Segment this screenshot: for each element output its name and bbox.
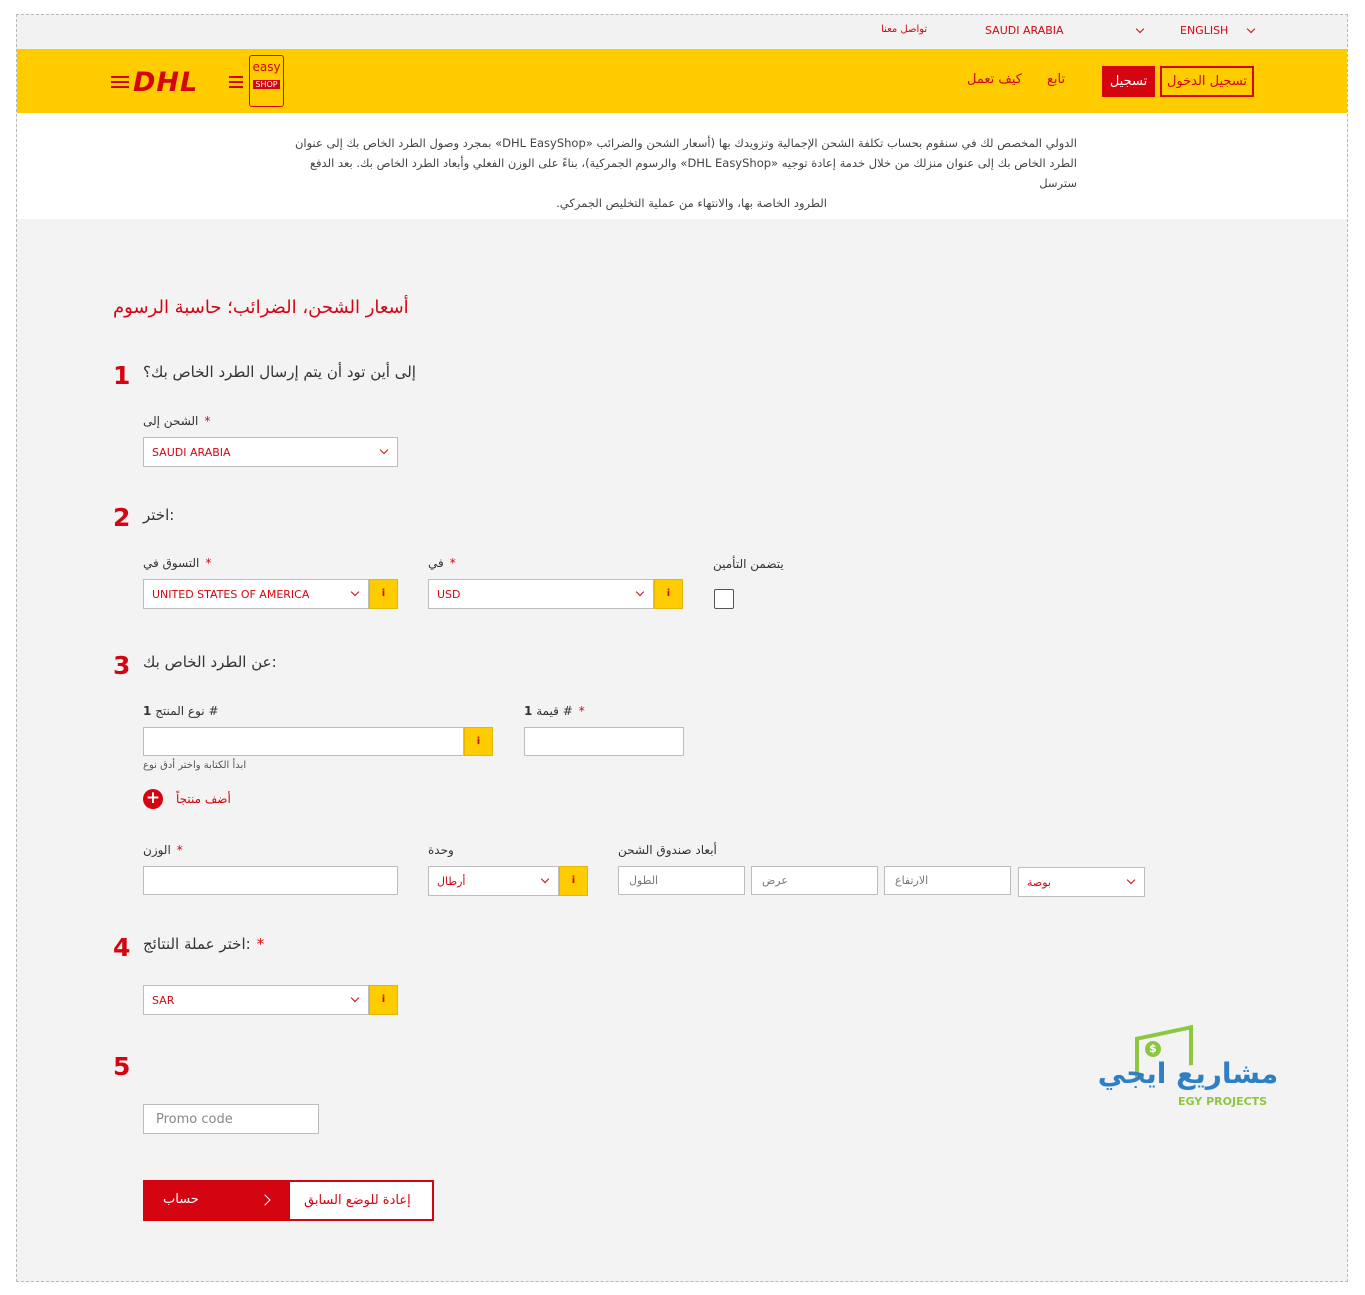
field-label: الشحن إلى bbox=[143, 414, 199, 428]
chevron-down-icon bbox=[636, 588, 644, 596]
select-value: بوصة bbox=[1027, 876, 1051, 889]
coin-icon: $ bbox=[1145, 1041, 1161, 1057]
select-value: SAR bbox=[152, 994, 175, 1007]
insurance-label: يتضمن التأمين bbox=[713, 557, 784, 571]
required-star: * bbox=[205, 556, 212, 570]
step-question bbox=[143, 935, 264, 953]
unit-label: وحدة bbox=[428, 843, 454, 857]
input-placeholder: Promo code bbox=[156, 1112, 233, 1127]
required-star: * bbox=[204, 414, 211, 428]
nav-track[interactable]: تابع bbox=[1047, 72, 1066, 87]
product-type-label bbox=[143, 704, 219, 718]
product-type-input[interactable] bbox=[143, 727, 464, 756]
input-placeholder: الطول bbox=[629, 874, 659, 887]
item-number: 1 bbox=[143, 704, 152, 718]
intro-line: الطرد الخاص بك إلى عنوان منزلك من خلال خدمة إعادة توجيه «DHL EasyShop» والرسوم الجمركية)، بناءً على الوزن الفعلي وأبعاد الطرد الخاص بك. بعد الدفع سترسل bbox=[309, 156, 1077, 190]
info-icon[interactable]: i bbox=[369, 579, 398, 609]
product-value-input[interactable] bbox=[524, 727, 684, 756]
weight-label bbox=[143, 843, 183, 857]
select-value: UNITED STATES OF AMERICA bbox=[152, 588, 310, 601]
reset-button[interactable] bbox=[288, 1180, 434, 1221]
dhl-wordmark: DHL bbox=[133, 67, 199, 98]
nav-how-it-works[interactable]: كيف تعمل bbox=[967, 72, 1022, 87]
info-icon[interactable]: i bbox=[559, 866, 588, 896]
required-star: * bbox=[578, 704, 585, 718]
language-label: ENGLISH bbox=[1180, 24, 1229, 37]
logo-stripe bbox=[229, 76, 243, 78]
language-selector[interactable] bbox=[1180, 24, 1254, 37]
login-button[interactable]: تسجيل الدخول bbox=[1160, 66, 1254, 97]
step-number: 2 bbox=[113, 503, 131, 532]
easy-text: easy bbox=[252, 60, 281, 74]
step-number: 3 bbox=[113, 651, 131, 680]
required-star: * bbox=[176, 843, 183, 857]
step-question: إلى أين تود أن يتم إرسال الطرد الخاص بك؟ bbox=[143, 363, 416, 381]
dimension-unit-select[interactable] bbox=[1018, 867, 1145, 897]
egy-projects-watermark bbox=[1083, 1027, 1293, 1111]
product-value-label bbox=[524, 704, 585, 718]
plus-circle-icon[interactable]: + bbox=[143, 789, 163, 809]
dhl-logo[interactable] bbox=[111, 67, 243, 97]
intro-section bbox=[17, 113, 1348, 219]
weight-unit-select[interactable] bbox=[428, 866, 559, 896]
result-currency-select[interactable] bbox=[143, 985, 369, 1015]
width-input[interactable] bbox=[751, 866, 878, 895]
top-utility-bar bbox=[17, 15, 1348, 49]
logo-stripe bbox=[111, 86, 129, 88]
chevron-right-icon bbox=[259, 1194, 270, 1205]
step-question: اختر: bbox=[143, 506, 175, 524]
input-placeholder: عرض bbox=[762, 874, 788, 887]
select-value: أرطال bbox=[437, 875, 466, 888]
page-title: أسعار الشحن، الضرائب؛ حاسبة الرسوم bbox=[113, 297, 409, 318]
calculate-label: حساب bbox=[163, 1192, 199, 1207]
shop-in-select[interactable] bbox=[143, 579, 369, 609]
logo-stripe bbox=[111, 76, 129, 78]
chevron-down-icon bbox=[1247, 25, 1255, 33]
required-star: * bbox=[256, 935, 265, 953]
easyshop-bag-logo[interactable] bbox=[249, 55, 284, 107]
field-label: الوزن bbox=[143, 843, 171, 857]
chevron-down-icon bbox=[1136, 25, 1144, 33]
intro-text bbox=[287, 133, 1077, 213]
product-type-hint: ابدأ الكتابة واختر أدق نوع bbox=[143, 760, 247, 771]
page-frame bbox=[16, 14, 1348, 1282]
info-icon[interactable]: i bbox=[369, 985, 398, 1015]
ship-to-label bbox=[143, 414, 210, 428]
required-star: * bbox=[449, 556, 456, 570]
logo-stripe bbox=[111, 81, 129, 83]
insurance-checkbox[interactable] bbox=[714, 589, 734, 609]
info-icon[interactable]: i bbox=[654, 579, 683, 609]
intro-line: الطرود الخاصة بها، والانتهاء من عملية التخليص الجمركي. bbox=[556, 196, 827, 210]
step-number: 5 bbox=[113, 1052, 131, 1081]
logo-stripe bbox=[229, 81, 243, 83]
weight-input[interactable] bbox=[143, 866, 398, 895]
info-icon[interactable]: i bbox=[464, 727, 493, 756]
chevron-down-icon bbox=[351, 588, 359, 596]
reset-label: إعادة للوضع السابق bbox=[304, 1193, 411, 1208]
calculate-button[interactable] bbox=[143, 1180, 288, 1221]
watermark-latin: EGY PROJECTS bbox=[1178, 1095, 1268, 1108]
dimensions-label: أبعاد صندوق الشحن bbox=[618, 843, 717, 857]
select-value: USD bbox=[437, 588, 461, 601]
input-placeholder: الارتفاع bbox=[895, 874, 929, 887]
height-input[interactable] bbox=[884, 866, 1011, 895]
country-selector[interactable] bbox=[985, 24, 1143, 37]
length-input[interactable] bbox=[618, 866, 745, 895]
chevron-down-icon bbox=[380, 446, 388, 454]
select-value: SAUDI ARABIA bbox=[152, 446, 231, 459]
step-question-text: اختر عملة النتائج: bbox=[143, 935, 251, 953]
chevron-down-icon bbox=[351, 994, 359, 1002]
shop-text: SHOP bbox=[253, 80, 280, 89]
step-question: عن الطرد الخاص بك: bbox=[143, 653, 277, 671]
ship-to-select[interactable] bbox=[143, 437, 398, 467]
promo-code-input[interactable] bbox=[143, 1104, 319, 1134]
field-label: في bbox=[428, 556, 444, 570]
logo-stripe bbox=[229, 86, 243, 88]
contact-link[interactable]: تواصل معنا bbox=[881, 24, 928, 35]
field-label: نوع المنتج # bbox=[155, 704, 219, 718]
step-number: 4 bbox=[113, 933, 131, 962]
watermark-arabic: مشاريع ايجي bbox=[1097, 1057, 1279, 1090]
country-label: SAUDI ARABIA bbox=[985, 24, 1064, 37]
field-label: قيمة # bbox=[536, 704, 573, 718]
currency-label bbox=[428, 556, 456, 570]
shop-in-label bbox=[143, 556, 211, 570]
chevron-down-icon bbox=[1127, 876, 1135, 884]
site-header bbox=[17, 49, 1348, 113]
chevron-down-icon bbox=[541, 875, 549, 883]
intro-line: الدولي المخصص لك في سنقوم بحساب تكلفة الشحن الإجمالية وتزويدك بها (أسعار الشحن والضرائب «DHL EasyShop» بمجرد وصول الطرد الخاص بك إلى عنوان bbox=[294, 136, 1077, 150]
add-product-link[interactable]: أضف منتجاً bbox=[176, 792, 231, 806]
register-button[interactable]: تسجيل bbox=[1102, 66, 1155, 97]
step-number: 1 bbox=[113, 361, 131, 390]
currency-select[interactable] bbox=[428, 579, 654, 609]
item-number: 1 bbox=[524, 704, 533, 718]
field-label: التسوق في bbox=[143, 556, 200, 570]
